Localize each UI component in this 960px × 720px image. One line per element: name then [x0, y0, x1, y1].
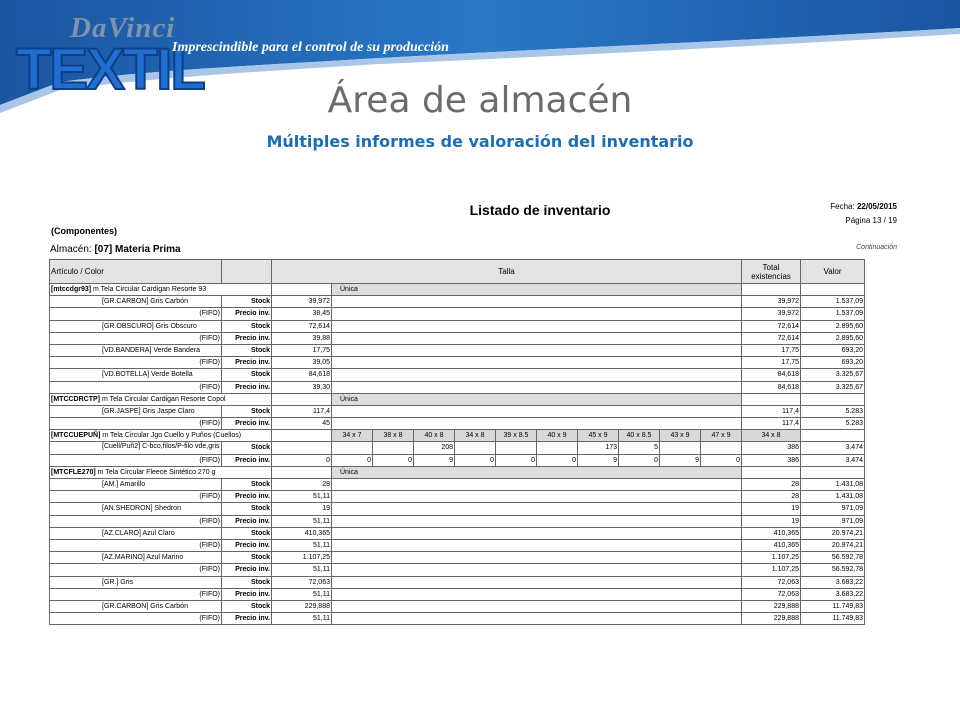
variant-label: [VD.BANDERA] Verde Bandera: [50, 344, 222, 356]
almacen-label: Almacén:: [50, 244, 92, 255]
fecha-label: Fecha:: [830, 202, 855, 211]
col-valor: Valor: [801, 260, 865, 284]
variant-label: [AZ.MARINO] Azul Marino: [50, 552, 222, 564]
variant-label: [GR.CARBON] Gris Carbón: [50, 600, 222, 612]
col-blank: [222, 260, 272, 284]
variant-label: [GR.] Gris: [50, 576, 222, 588]
variant-label: [VD.BOTELLA] Verde Botella: [50, 369, 222, 381]
inventory-table: Artículo / Color Talla Total existencias Valor [mtccdgr93] m Tela Circular Cardigan Resorte 93 Única [GR.CARBON] Gris Carbón Stock 39,972 39,972 1.537,09 (FIFO) Precio inv. 38,45 39,972 1.537,09 [GR.OBSCURO] Gris Obscuro Stock 72,614 72,614 2.895,60 (FIFO) Precio inv. 39,88 72,614 2.895,60 [VD.BANDERA] Verde Bandera Stock 17,75 17,75 693,20 (FIFO) Precio inv. 39,05 17,75 693,20 [VD.BOTELLA] Verde Botella Stock 84,618 84,618 3.325,67 (FIFO) Precio inv. 39,30 84,618 3.325,67 [MTCCDRCTP] m Tela Circular Cardigan Resorte Copol Única [GR.JASPE] Gris Jaspe Claro Stock 117,4 117,4 5.283 (FIFO) Precio inv. 45 117,4 5.283 [MTCCUEPUÑ] m Tela Circular Jgo Cuello y Puños (Cuellos) 34 x 7 38 x 8 40 x 8 34 x 8 39 x 8.5 40 x 9 45 x 9 40 x 8.5 43 x 9 47 x 9 34 x 8 [Cuell/Puñ2] C-bco,filos/P-filo vde,gris Stock 208 173 5 386 3.474 (FIFO) Precio inv. 0 0 0 9 0 0 0 9 0 9 0 386 3.474 [MTCFLE270] m Tela Circular Fleece Sintético 270 g Única [AM.] Amarillo Stock 28 28 1.431,08 (FIFO) Precio inv. 51,11 28 1.431,08 [AN.SHEDRON] Shedron Stock 19 19 971,09 (FIFO) Precio inv. 51,11 19 971,09 [AZ.CLARO] Azul Claro Stock 410,365 410,365 20.974,21 (FIFO) Precio inv. 51,11 410,365 20.974,21 [AZ.MARINO] Azul Marino Stock 1.107,25 1.107,25 56.592,78 (FIFO) Precio inv. 51,11 1.107,25 56.592,78 [GR.] Gris Stock 72,063 72,063 3.683,22 (FIFO) Precio inv. 51,11 72,063 3.683,22 [GR.CARBON] Gris Carbón Stock 229,888 229,888 11.749,83 (FIFO) Precio inv. 51,11 229,888 11.749,83: [49, 259, 865, 625]
page-subtitle: Múltiples informes de valoración del inventario: [266, 132, 694, 151]
brand-main: TEXTIL: [16, 37, 204, 102]
fecha-value: 22/05/2015: [856, 202, 897, 211]
componentes-label: (Componentes): [51, 226, 117, 236]
pagina: Página 13 / 19: [845, 216, 897, 225]
variant-label: [Cuell/Puñ2] C-bco,filos/P-filo vde,gris: [50, 442, 222, 454]
col-articulo: Artículo / Color: [50, 260, 222, 284]
variant-label: [AM.] Amarillo: [50, 479, 222, 491]
brand-script: DaVinci: [70, 12, 176, 44]
group-row: [mtccdgr93] m Tela Circular Cardigan Resorte 93: [50, 284, 272, 296]
col-total: Total existencias: [742, 260, 801, 284]
group-row: [MTCCDRCTP] m Tela Circular Cardigan Resorte Copol: [50, 393, 272, 405]
report-date-block: [830, 200, 897, 228]
almacen-value: [07] Materia Prima: [94, 244, 181, 255]
variant-label: [GR.JASPE] Gris Jaspe Claro: [50, 405, 222, 417]
almacen: [50, 244, 181, 255]
col-talla: Talla: [272, 260, 742, 284]
page-title: Área de almacén: [327, 80, 633, 121]
group-row: [MTCFLE270] m Tela Circular Fleece Sintético 270 g: [50, 466, 272, 478]
size-unica: Única: [332, 284, 742, 296]
variant-label: [GR.OBSCURO] Gris Obscuro: [50, 320, 222, 332]
variant-label: [AZ.CLARO] Azul Claro: [50, 527, 222, 539]
continuacion: Continuación: [856, 244, 897, 251]
report-title: Listado de inventario: [469, 202, 611, 218]
brand-tagline: Imprescindible para el control de su producción: [172, 40, 449, 55]
group-row: [MTCCUEPUÑ] m Tela Circular Jgo Cuello y Puños (Cuellos): [50, 430, 272, 442]
size-unica: Única: [332, 393, 742, 405]
variant-label: [GR.CARBON] Gris Carbón: [50, 296, 222, 308]
variant-label: [AN.SHEDRON] Shedron: [50, 503, 222, 515]
size-unica: Única: [332, 466, 742, 478]
